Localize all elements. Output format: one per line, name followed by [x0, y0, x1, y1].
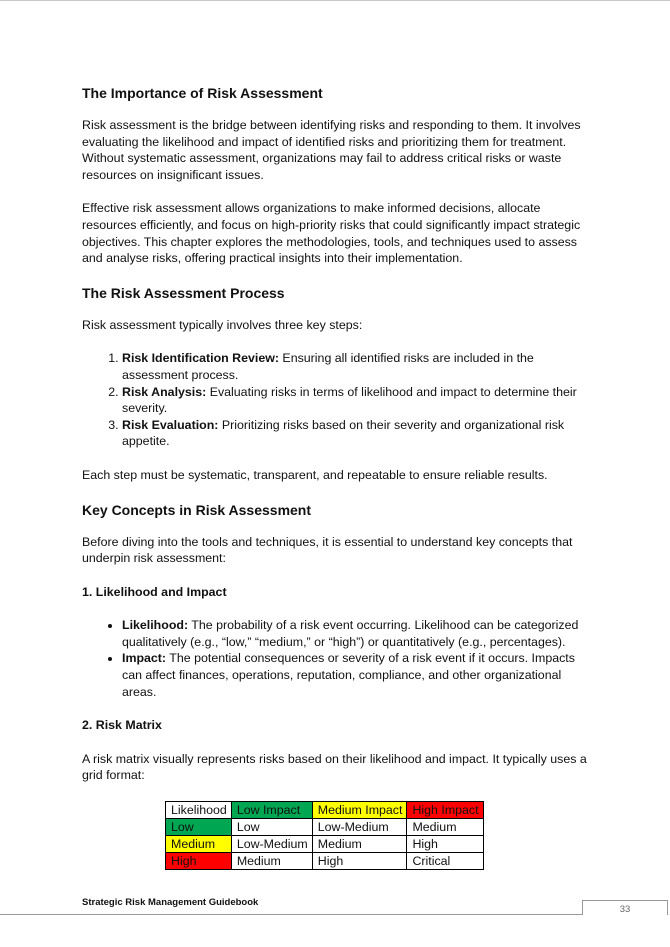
table-cell: Medium [312, 836, 407, 853]
header-cell-high-impact: High Impact [407, 802, 483, 819]
list-item: 3. Risk Evaluation: Prioritizing risks based on their severity and organizational risk appetite. [122, 417, 592, 450]
list-item: • Likelihood: The probability of a risk event occurring. Likelihood can be categorized qualitatively (e.g., “low,” “medium,” or “high”) or quantitatively (e.g., percentages). [122, 617, 592, 650]
table-cell: Low [231, 819, 312, 836]
footer-rule [0, 914, 582, 915]
paragraph-matrix-intro: A risk matrix visually represents risks based on their likelihood and impact. It typically uses a grid format: [82, 751, 587, 783]
paragraph-concepts-intro: Before diving into the tools and techniques, it is essential to understand key concepts that underpin risk assessment: [82, 534, 573, 566]
row-label-high: High [166, 853, 232, 870]
header-cell-medium-impact: Medium Impact [312, 802, 407, 819]
risk-matrix-table [165, 801, 484, 870]
top-rule [0, 0, 670, 1]
table-row [166, 819, 484, 836]
row-label-medium: Medium [166, 836, 232, 853]
table-header-row [166, 802, 484, 819]
header-cell-likelihood: Likelihood [166, 802, 232, 819]
table-row [166, 853, 484, 870]
paragraph-importance-1: Risk assessment is the bridge between identifying risks and responding to them. It involves evaluating the likelihood and impact of identified risks and prioritizing them for treatment. Without systematic assessment, organizations may fail to address critical risks or waste resources on insignificant issues. [82, 118, 581, 182]
table-cell: Critical [407, 853, 483, 870]
header-cell-low-impact: Low Impact [231, 802, 312, 819]
table-cell: High [312, 853, 407, 870]
subheading-risk-matrix: 2. Risk Matrix [82, 718, 162, 733]
heading-process: The Risk Assessment Process [82, 284, 285, 301]
table-cell: Low-Medium [231, 836, 312, 853]
table-row [166, 836, 484, 853]
page-number: 33 [582, 900, 668, 915]
table-cell: Medium [231, 853, 312, 870]
heading-importance: The Importance of Risk Assessment [82, 85, 323, 101]
process-steps-list [82, 350, 592, 450]
page-content [82, 84, 592, 870]
heading-concepts: Key Concepts in Risk Assessment [82, 501, 312, 518]
list-item: • Impact: The potential consequences or severity of a risk event if it occurs. Impacts can affect finances, operations, reputation, compliance, and other organizational areas. [122, 650, 592, 700]
concepts-bullet-list [82, 617, 592, 700]
table-cell: Low-Medium [312, 819, 407, 836]
table-cell: Medium [407, 819, 483, 836]
row-label-low: Low [166, 819, 232, 836]
paragraph-process-intro: Risk assessment typically involves three key steps: [82, 317, 363, 332]
paragraph-importance-2: Effective risk assessment allows organizations to make informed decisions, allocate resources efficiently, and focus on high-priority risks that could significantly impact strategic objectives. This chapter explores the methodologies, tools, and techniques used to assess and analyse risks, offering practical insights into their implementation. [82, 201, 581, 266]
list-item: 2. Risk Analysis: Evaluating risks in terms of likelihood and impact to determine their severity. [122, 384, 592, 417]
footer-title: Strategic Risk Management Guidebook [82, 897, 259, 908]
subheading-likelihood-impact: 1. Likelihood and Impact [82, 584, 227, 599]
table-cell: High [407, 836, 483, 853]
paragraph-process-closing: Each step must be systematic, transparent, and repeatable to ensure reliable results. [82, 467, 548, 482]
list-item: 1. Risk Identification Review: Ensuring all identified risks are included in the assessment process. [122, 350, 592, 383]
